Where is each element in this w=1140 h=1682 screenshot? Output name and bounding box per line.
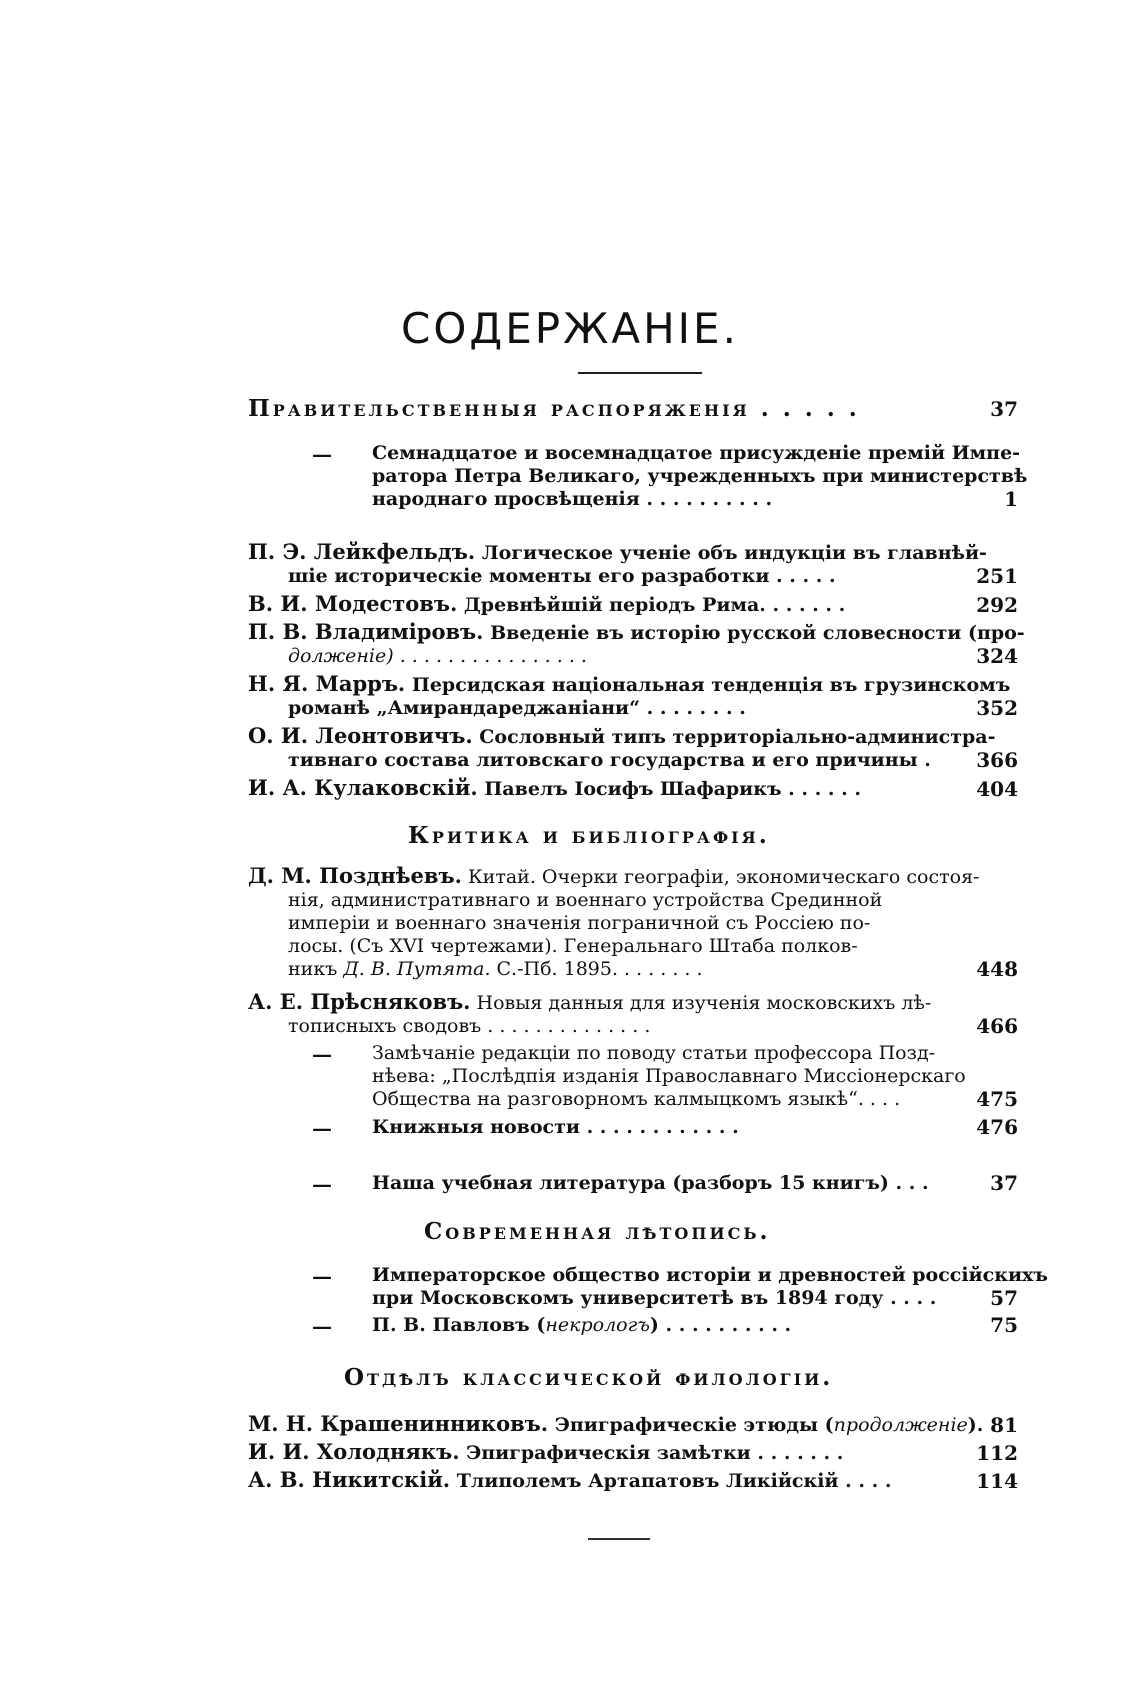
toc-entry-page [248, 1287, 1018, 1310]
entry-line: романѣ „Амирандареджаніани“ . . . . . . . . [288, 697, 746, 719]
entry-author: П. Э. Лейкфельдъ. [248, 539, 476, 564]
toc-entry [248, 1412, 1018, 1437]
page-number: 37 [990, 397, 1018, 421]
entry-author: А. В. Никитскій. [248, 1467, 451, 1492]
entry-line: Замѣчаніе редакціи по поводу статьи профессора Позд- [372, 1042, 936, 1064]
page-number: 475 [976, 1087, 1018, 1111]
entry-italic-text: Д. В. Путята. [343, 958, 491, 980]
toc-entry-page [248, 1116, 1018, 1139]
page-number: 476 [976, 1115, 1018, 1139]
toc-entry [248, 724, 1018, 772]
entry-line [248, 958, 1018, 981]
page-number: 404 [976, 777, 1018, 801]
entry-line: нѣева: „Послѣдпія изданія Православнаго Миссіонерскаго [372, 1065, 966, 1087]
toc-entry [248, 776, 1018, 801]
section-government: Правительственныя распоряженія . . . . . [248, 395, 860, 422]
dash-marker: — [312, 1264, 332, 1288]
page-number: 251 [976, 564, 1018, 588]
entry-title: Персидская національная тенденція въ грузинскомъ [411, 674, 1011, 696]
entry-title: Древнѣйшій періодъ Рима. . . . . . . [463, 594, 846, 616]
dash-marker: — [312, 1172, 332, 1196]
entry-title: Эпиграфическія замѣтки . . . . . . . [466, 1442, 844, 1464]
section-classical: Отдѣлъ классической филологіи. [344, 1364, 834, 1391]
page-number: 112 [976, 1441, 1018, 1465]
section-chronicle: Современная лѣтопись. [424, 1218, 771, 1245]
entry-title: Сословный типъ территоріально-администра- [479, 726, 996, 748]
entry-author: Н. Я. Марръ. [248, 671, 406, 696]
entry-author: А. Е. Прѣсняковъ. [248, 989, 471, 1014]
page-number: 1 [1004, 487, 1018, 511]
page-number: 352 [976, 696, 1018, 720]
entry-title: Введеніе въ исторію русской словесности (про- [490, 622, 1025, 644]
toc-entry-page [248, 1172, 1018, 1195]
entry-line: лосы. (Съ XVI чертежами). Генеральнаго Штаба полков- [288, 935, 858, 957]
entry-author: М. Н. Крашенинниковъ. [248, 1411, 549, 1436]
entry-line: тивнаго состава литовскаго государства и его причины . [288, 749, 931, 771]
page-number: 292 [976, 593, 1018, 617]
entry-line: при Московскомъ университетѣ въ 1894 году . . . . [372, 1287, 937, 1309]
dash-marker: — [312, 1314, 332, 1338]
page-number: 37 [990, 1171, 1018, 1195]
page-number: 57 [990, 1286, 1018, 1310]
toc-entry [248, 672, 1018, 720]
entry-author: И. А. Кулаковскій. [248, 775, 478, 800]
bottom-divider [588, 1538, 650, 1540]
toc-entry [248, 864, 1018, 981]
entry-text: ) . . . . . . . . . . [649, 1314, 792, 1336]
entry-title: Логическое ученіе объ индукціи въ главнѣй- [481, 542, 987, 564]
entry-title: Павелъ Іосифъ Шафарикъ . . . . . . [484, 778, 861, 800]
entry-author: И. И. Холоднякъ. [248, 1439, 460, 1464]
toc-entry-page [248, 1314, 1018, 1337]
entry-italic-text: некрологъ [545, 1314, 650, 1336]
entry-line: тописныхъ сводовъ . . . . . . . . . . . . . . [288, 1015, 651, 1037]
page-number: 466 [976, 1014, 1018, 1038]
toc-entry [248, 540, 1018, 588]
entry-author: Д. М. Позднѣевъ. [248, 863, 462, 888]
entry-text: П. В. Павловъ ( [372, 1314, 546, 1336]
entry-line: Семнадцатое и восемнадцатое присужденіе премій Импе- [372, 442, 1021, 464]
entry-line: Общества на разговорномъ калмыцкомъ языкѣ“. . . . [372, 1088, 901, 1110]
toc-entry-prizes-page [248, 488, 1018, 511]
entry-author: О. И. Леонтовичъ. [248, 723, 473, 748]
page-number: 324 [976, 644, 1018, 668]
entry-text: Эпиграфическіе этюды ( [554, 1414, 834, 1436]
page-number: 448 [976, 957, 1018, 981]
entry-title: Тлиполемъ Артапатовъ Ликійскій . . . . [456, 1470, 892, 1492]
dash-marker: — [312, 1116, 332, 1140]
entry-text: ). . [967, 1414, 997, 1436]
entry-author: П. В. Владиміровъ. [248, 619, 484, 644]
dash-marker: — [312, 1042, 332, 1066]
dash-marker: — [312, 442, 332, 466]
toc-entry-page [248, 1088, 1018, 1111]
page-number: 81 [990, 1413, 1018, 1437]
section-critique: Критика и библіографія. [408, 822, 770, 849]
page-number: 75 [990, 1313, 1018, 1337]
page-number: 366 [976, 748, 1018, 772]
section-government-page-row [248, 395, 1018, 421]
entry-italic-text: продолженіе [833, 1414, 968, 1436]
entry-line: Наша учебная литература (разборъ 15 книгъ) . . . [372, 1172, 929, 1194]
entry-line: имперіи и военнаго значенія пограничной съ Россіею по- [288, 912, 871, 934]
entry-line: ратора Петра Великаго, учрежденныхъ при министерствѣ [372, 465, 1028, 487]
entry-title: Новыя данныя для изученія московскихъ лѣ- [476, 992, 932, 1014]
entry-line: народнаго просвѣщенія . . . . . . . . . . [372, 488, 773, 510]
toc-entry [248, 1440, 1018, 1465]
page-title: СОДЕРЖАНІЕ. [401, 304, 739, 353]
entry-line: долженіе) . . . . . . . . . . . . . . . . [288, 645, 587, 667]
entry-text: никъ [288, 958, 344, 980]
entry-title: Китай. Очерки географіи, экономическаго состоя- [467, 866, 980, 888]
entry-line: нія, административнаго и военнаго устройства Срединной [288, 889, 883, 911]
entry-line: шіе историческіе моменты его разработки . . . . . [288, 565, 836, 587]
entry-line: Императорское общество исторіи и древностей россійскихъ [372, 1264, 1048, 1286]
entry-text: С.-Пб. 1895. . . . . . . . [490, 958, 703, 980]
toc-entry [248, 592, 1018, 617]
page-number: 114 [976, 1469, 1018, 1493]
entry-line: Книжныя новости . . . . . . . . . . . . [372, 1116, 739, 1138]
toc-entry [248, 990, 1018, 1038]
toc-entry [248, 619, 1025, 668]
title-divider [578, 372, 702, 374]
entry-author: В. И. Модестовъ. [248, 591, 458, 616]
toc-entry [248, 1468, 1018, 1493]
